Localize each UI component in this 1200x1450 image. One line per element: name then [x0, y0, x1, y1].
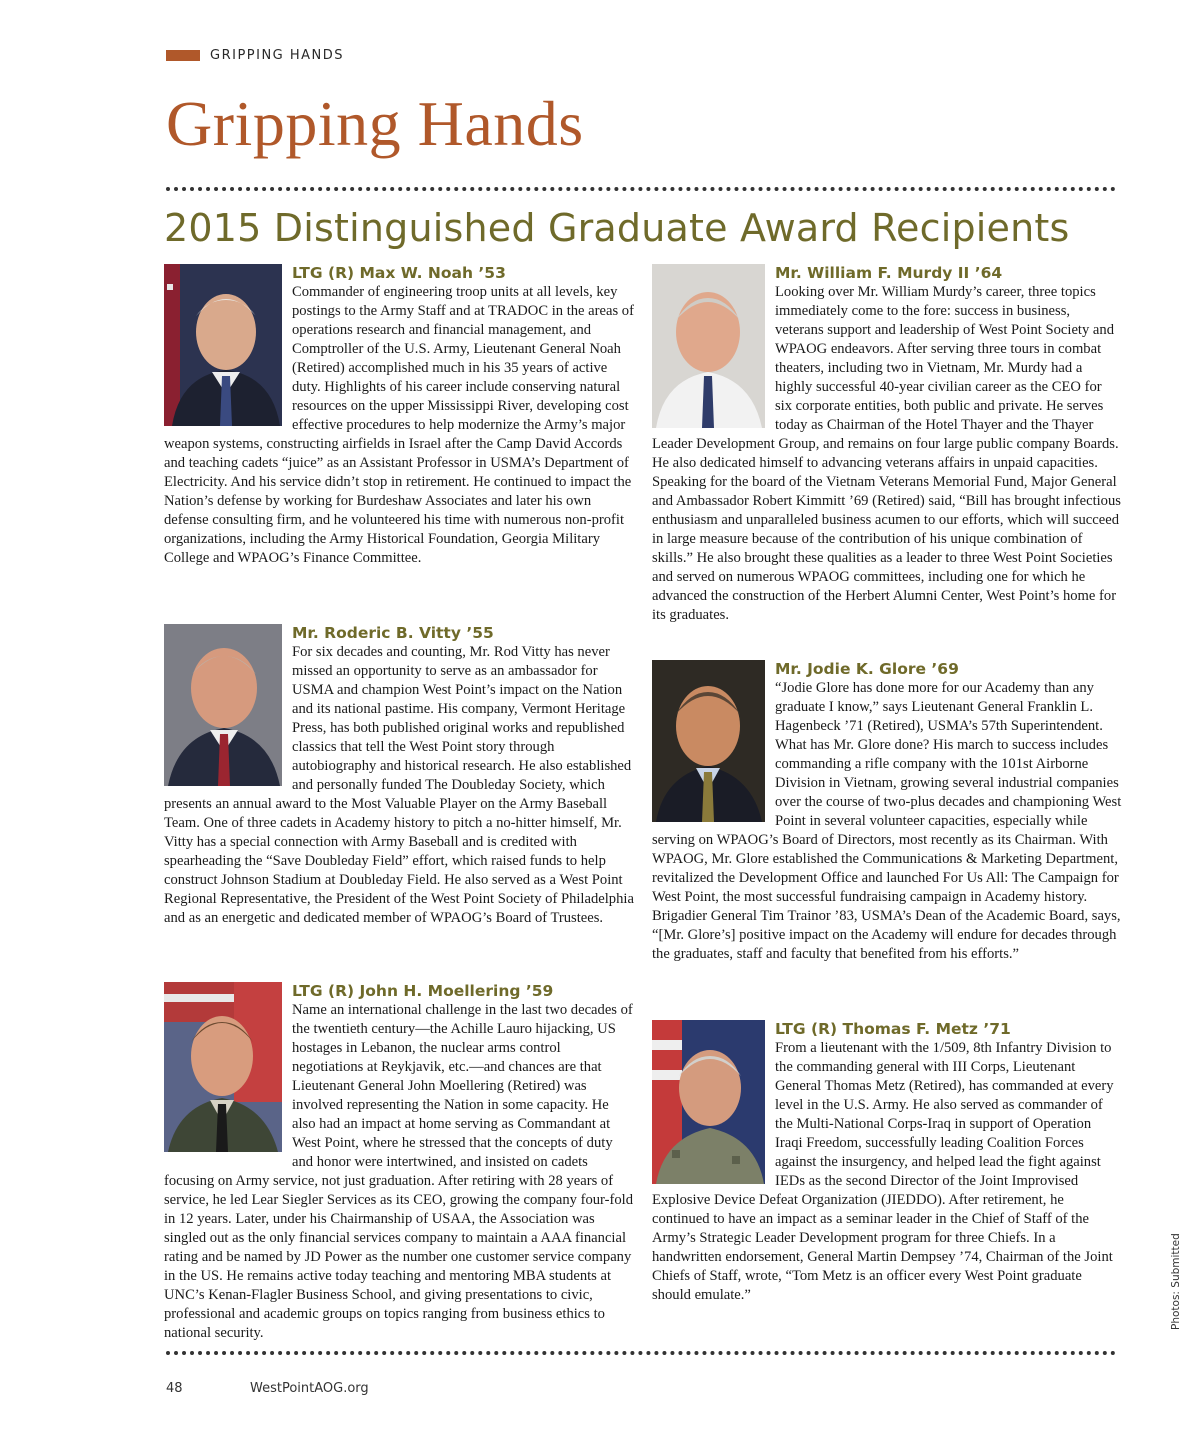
recipient-name: Mr. Roderic B. Vitty ’55	[292, 624, 494, 642]
recipient-glore	[652, 660, 1122, 964]
page-title: Gripping Hands	[166, 88, 584, 159]
section-tag	[166, 46, 344, 64]
portrait-photo-metz	[652, 1020, 765, 1184]
top-dotted-divider	[166, 187, 1116, 191]
photo-credit: Photos: Submitted	[1170, 1233, 1182, 1330]
recipient-moellering	[164, 982, 634, 1343]
recipient-name: LTG (R) John H. Moellering ’59	[292, 982, 554, 1000]
page-subtitle: 2015 Distinguished Graduate Award Recipients	[164, 206, 1070, 250]
recipient-name: LTG (R) Max W. Noah ’53	[292, 264, 506, 282]
portrait-photo-noah	[164, 264, 282, 426]
page-number: 48	[166, 1381, 183, 1396]
recipient-bio: For six decades and counting, Mr. Rod Vitty has never missed an opportunity to serve as an ambassador for USMA and champion West Point’s impact on the Nation and its national pastime. His company, Vermont Heritage Press, has both published original works and republished classics that tell the West Point story through autobiography and historical research. He also established and personally funded The Doubleday Society, which presents an annual award to the Most Valuable Player on the Army Baseball Team. One of three cadets in Academy history to pitch a no-hitter himself, Mr. Vitty has a special connection with Army Baseball and is credited with spearheading the “Save Doubleday Field” effort, which raised funds to help construct Johnson Stadium at Doubleday Field. He also served as a West Point Regional Representative, the President of the West Point Society of Philadelphia and as an energetic and dedicated member of WPAOG’s Board of Trustees.	[164, 644, 634, 926]
recipient-murdy	[652, 264, 1122, 625]
portrait-photo-glore	[652, 660, 765, 822]
section-tag-bar	[166, 50, 200, 61]
recipient-name: Mr. William F. Murdy II ’64	[775, 264, 1003, 282]
recipient-bio: Looking over Mr. William Murdy’s career, three topics immediately come to the fore: success in business, veterans support and leadership of West Point Society and WPAOG endeavors. After serving three tours in combat theaters, including two in Vietnam, Mr. Murdy had a highly successful 40-year civilian career as the CEO for six corporate entities, both public and private. He serves today as Chairman of the Hotel Thayer and the Thayer Leader Development Group, and remains on four large public company Boards. He also dedicated himself to advancing veterans affairs in unpaid capacities. Speaking for the board of the Vietnam Veterans Memorial Fund, Major General and Ambassador Robert Kimmitt ’69 (Retired) said, “Bill has brought infectious enthusiasm and unparalleled business acumen to our efforts, which will succeed in large measure because of the contribution of his unique combination of skills.” He also brought these qualities as a leader to three West Point Societies and served on numerous WPAOG committees, including one for which he advanced the construction of the Herbert Alumni Center, West Point’s home for its graduates.	[652, 284, 1121, 623]
recipient-name: Mr. Jodie K. Glore ’69	[775, 660, 959, 678]
website-link[interactable]: WestPointAOG.org	[250, 1381, 369, 1396]
recipient-name: LTG (R) Thomas F. Metz ’71	[775, 1020, 1011, 1038]
bottom-dotted-divider	[166, 1351, 1116, 1355]
recipient-bio: Name an international challenge in the last two decades of the twentieth century—the Achille Lauro hijacking, US hostages in Lebanon, the nuclear arms control negotiations at Reykjavik, etc.—and chances are that Lieutenant General John Moellering (Retired) was involved representing the Nation in some capacity. He also had an impact at home serving as Commandant at West Point, where he stressed that the concepts of duty and honor were intertwined, and insisted on cadets focusing on Army service, not just graduation. After retiring with 28 years of service, he led Lear Siegler Services as its CEO, growing the company four-fold in 12 years. Later, under his Chairmanship of USAA, the Association was singled out as the only financial services company to maintain a AAA financial rating and be named by JD Power as the number one customer service company in the US. He remains active today teaching and mentoring MBA students at UNC’s Kenan-Flagler Business School, and giving presentations to civic, professional and academic groups on topics ranging from business ethics to national security.	[164, 1002, 633, 1341]
portrait-photo-vitty	[164, 624, 282, 786]
recipient-bio: From a lieutenant with the 1/509, 8th Infantry Division to the commanding general with III Corps, Lieutenant General Thomas Metz (Retired), has commanded at every level in the U.S. Army. He also served as commander of the Multi-National Corps-Iraq in support of Operation Iraqi Freedom, successfully leading Coalition Forces against the insurgency, and helped lead the fight against IEDs as the second Director of the Joint Improvised Explosive Device Defeat Organization (JIEDDO). After retirement, he continued to have an impact as a seminar leader in the Chief of Staff of the Army’s Strategic Leader Development program for three Chiefs. In a handwritten endorsement, General Martin Dempsey ’74, Chairman of the Joint Chiefs of Staff, wrote, “Tom Metz is an officer every West Point graduate should emulate.”	[652, 1040, 1114, 1303]
recipient-metz	[652, 1020, 1122, 1305]
portrait-photo-moellering	[164, 982, 282, 1152]
recipient-bio: “Jodie Glore has done more for our Academy than any graduate I know,” says Lieutenant General Franklin L. Hagenbeck ’71 (Retired), USMA’s 57th Superintendent. What has Mr. Glore done? His march to success includes commanding a rifle company with the 101st Airborne Division in Vietnam, growing several industrial companies over the course of two-plus decades and championing West Point in several volunteer capacities, especially while serving on WPAOG’s Board of Directors, most recently as its Chairman. With WPAOG, Mr. Glore established the Communications & Marketing Department, revitalized the Development Office and launched For Us All: The Campaign for West Point, the most successful fundraising campaign in Academy history. Brigadier General Tim Trainor ’83, USMA’s Dean of the Academic Board, says, “[Mr. Glore’s] positive impact on the Academy will endure for decades through the graduates, staff and faculty that benefited from his efforts.”	[652, 680, 1122, 962]
recipient-noah	[164, 264, 634, 568]
section-label: GRIPPING HANDS	[210, 47, 345, 63]
recipient-bio: Commander of engineering troop units at all levels, key postings to the Army Staff and at TRADOC in the areas of operations research and financial management, and Comptroller of the U.S. Army, Lieutenant General Noah (Retired) accomplished much in his 35 years of active duty. Highlights of his career include conserving natural resources on the upper Mississippi River, developing cost effective procedures to help modernize the Army’s major weapon systems, constructing airfields in Israel after the Camp David Accords and teaching cadets “juice” as an Assistant Professor in USMA’s Department of Electricity. And his service didn’t stop in retirement. He continued to impact the Nation’s defense by working for Burdeshaw Associates and later his own defense consulting firm, and he volunteered his time with numerous non-profit organizations, including the Army Historical Foundation, Georgia Military College and WPAOG’s Finance Committee.	[164, 284, 634, 566]
recipient-vitty	[164, 624, 634, 928]
portrait-photo-murdy	[652, 264, 765, 428]
